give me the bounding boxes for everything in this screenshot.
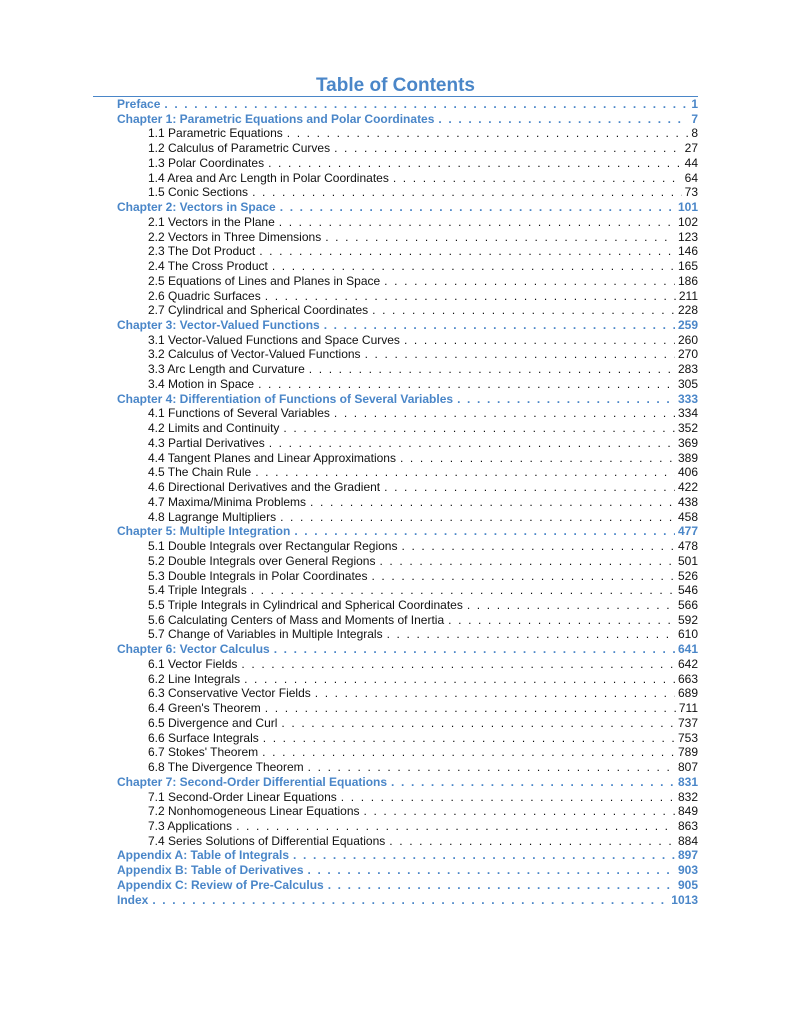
dot-leader (334, 141, 682, 156)
entry-page-number: 477 (677, 524, 698, 539)
entry-page-number: 102 (677, 214, 698, 229)
entry-page-number: 422 (677, 480, 698, 495)
entry-page-number: 897 (677, 848, 698, 863)
dot-leader (274, 642, 675, 657)
entry-title: 3.4 Motion in Space (148, 376, 255, 391)
dot-leader (268, 156, 682, 171)
dot-leader (384, 480, 675, 495)
dot-leader (294, 524, 675, 539)
entry-page-number: 807 (677, 760, 698, 775)
entry-title: Chapter 2: Vectors in Space (117, 200, 276, 215)
entry-title: 1.2 Calculus of Parametric Curves (148, 141, 331, 156)
toc-chapter-entry[interactable] (117, 97, 698, 112)
entry-title: 2.7 Cylindrical and Spherical Coordinates (148, 303, 369, 318)
entry-page-number: 333 (677, 391, 698, 406)
dot-leader (152, 893, 668, 908)
dot-leader (371, 569, 675, 584)
entry-title: 4.7 Maxima/Minima Problems (148, 494, 307, 509)
entry-title: 5.4 Triple Integrals (148, 583, 247, 598)
entry-title: 5.6 Calculating Centers of Mass and Moments of Inertia (148, 612, 445, 627)
toc-section-entry[interactable] (117, 259, 698, 274)
dot-leader (438, 112, 688, 127)
toc-section-entry[interactable] (117, 421, 698, 436)
dot-leader (280, 200, 675, 215)
entry-title: Chapter 4: Differentiation of Functions of Several Variables (117, 391, 454, 406)
toc-section-entry[interactable] (117, 406, 698, 421)
entry-title: 6.2 Line Integrals (148, 671, 241, 686)
dot-leader (293, 848, 675, 863)
dot-leader (364, 804, 675, 819)
toc-chapter-entry[interactable] (117, 200, 698, 215)
toc-section-entry[interactable] (117, 436, 698, 451)
entry-title: Chapter 7: Second-Order Differential Equations (117, 774, 388, 789)
toc-section-entry[interactable] (117, 141, 698, 156)
entry-page-number: 101 (677, 200, 698, 215)
toc-section-entry[interactable] (117, 333, 698, 348)
toc-section-entry[interactable] (117, 495, 698, 510)
entry-title: 3.1 Vector-Valued Functions and Space Curves (148, 332, 400, 347)
dot-leader (400, 451, 675, 466)
toc-section-entry[interactable] (117, 554, 698, 569)
toc-section-entry[interactable] (117, 583, 698, 598)
entry-page-number: 352 (677, 421, 698, 436)
toc-section-entry[interactable] (117, 465, 698, 480)
entry-page-number: 566 (677, 597, 698, 612)
entry-title: 5.3 Double Integrals in Polar Coordinates (148, 568, 368, 583)
toc-section-entry[interactable] (117, 347, 698, 362)
entry-title: 6.8 The Divergence Theorem (148, 760, 304, 775)
toc-section-entry[interactable] (117, 686, 698, 701)
toc-chapter-entry[interactable] (117, 112, 698, 127)
entry-page-number: 438 (677, 494, 698, 509)
toc-section-entry[interactable] (117, 377, 698, 392)
entry-page-number: 526 (677, 568, 698, 583)
dot-leader (265, 701, 676, 716)
entry-page-number: 642 (677, 656, 698, 671)
entry-title: 2.2 Vectors in Three Dimensions (148, 229, 322, 244)
dot-leader (404, 333, 675, 348)
entry-title: 1.3 Polar Coordinates (148, 155, 265, 170)
entry-title: Chapter 1: Parametric Equations and Polar Coordinates (117, 111, 435, 126)
dot-leader (259, 244, 675, 259)
dot-leader (272, 259, 675, 274)
entry-title: 6.4 Green's Theorem (148, 701, 261, 716)
entry-title: 5.1 Double Integrals over Rectangular Regions (148, 539, 398, 554)
entry-title: 2.5 Equations of Lines and Planes in Space (148, 273, 381, 288)
entry-page-number: 863 (677, 818, 698, 833)
entry-title: 4.5 The Chain Rule (148, 465, 252, 480)
entry-title: 7.3 Applications (148, 818, 233, 833)
entry-page-number: 27 (684, 141, 698, 156)
entry-page-number: 831 (677, 774, 698, 789)
toc-section-entry[interactable] (117, 819, 698, 834)
entry-title: 5.7 Change of Variables in Multiple Integrals (148, 627, 383, 642)
entry-page-number: 260 (677, 332, 698, 347)
dot-leader (391, 775, 675, 790)
dot-leader (164, 97, 688, 112)
toc-section-entry[interactable] (117, 156, 698, 171)
entry-title: 7.4 Series Solutions of Differential Equations (148, 833, 386, 848)
toc-section-entry[interactable] (117, 230, 698, 245)
entry-page-number: 737 (677, 715, 698, 730)
dot-leader (263, 731, 675, 746)
entry-page-number: 283 (677, 362, 698, 377)
entry-title: 6.6 Surface Integrals (148, 730, 259, 745)
toc-section-entry[interactable] (117, 215, 698, 230)
toc-section-entry[interactable] (117, 598, 698, 613)
entry-title: Appendix B: Table of Derivatives (117, 863, 304, 878)
entry-title: 6.7 Stokes' Theorem (148, 745, 259, 760)
entry-title: 2.1 Vectors in the Plane (148, 214, 275, 229)
entry-page-number: 610 (677, 627, 698, 642)
toc-section-entry[interactable] (117, 171, 698, 186)
dot-leader (467, 598, 675, 613)
entry-page-number: 592 (677, 612, 698, 627)
dot-leader (401, 539, 674, 554)
toc-section-entry[interactable] (117, 289, 698, 304)
dot-leader (255, 465, 675, 480)
entry-title: Chapter 6: Vector Calculus (117, 642, 270, 657)
entry-page-number: 478 (677, 539, 698, 554)
entry-title: 1.5 Conic Sections (148, 185, 249, 200)
entry-page-number: 753 (677, 730, 698, 745)
entry-page-number: 8 (691, 126, 698, 141)
dot-leader (365, 347, 675, 362)
entry-page-number: 305 (677, 376, 698, 391)
entry-title: 5.2 Double Integrals over General Regions (148, 553, 376, 568)
dot-leader (310, 495, 675, 510)
dot-leader (387, 627, 675, 642)
dot-leader (269, 436, 675, 451)
entry-title: 3.2 Calculus of Vector-Valued Functions (148, 347, 361, 362)
entry-title: Chapter 5: Multiple Integration (117, 524, 291, 539)
dot-leader (309, 362, 675, 377)
toc-section-entry[interactable] (117, 790, 698, 805)
toc-section-entry[interactable] (117, 303, 698, 318)
dot-leader (279, 215, 675, 230)
toc-section-entry[interactable] (117, 480, 698, 495)
dot-leader (244, 672, 675, 687)
toc-section-entry[interactable] (117, 627, 698, 642)
toc-section-entry[interactable] (117, 760, 698, 775)
entry-page-number: 458 (677, 509, 698, 524)
toc-chapter-entry[interactable] (117, 878, 698, 893)
dot-leader (334, 406, 675, 421)
entry-page-number: 211 (678, 288, 698, 303)
entry-title: 4.2 Limits and Continuity (148, 421, 280, 436)
toc-section-entry[interactable] (117, 804, 698, 819)
entry-page-number: 7 (691, 111, 698, 126)
entry-title: 4.3 Partial Derivatives (148, 435, 265, 450)
entry-title: 4.8 Lagrange Multipliers (148, 509, 277, 524)
dot-leader (325, 230, 675, 245)
dot-leader (384, 274, 675, 289)
entry-page-number: 406 (677, 465, 698, 480)
entry-title: Chapter 3: Vector-Valued Functions (117, 318, 320, 333)
dot-leader (393, 171, 682, 186)
table-of-contents (117, 97, 698, 907)
entry-page-number: 1013 (671, 892, 698, 907)
entry-page-number: 259 (677, 318, 698, 333)
entry-page-number: 228 (677, 303, 698, 318)
entry-title: 7.1 Second-Order Linear Equations (148, 789, 337, 804)
entry-page-number: 641 (677, 642, 698, 657)
toc-chapter-entry[interactable] (117, 848, 698, 863)
toc-section-entry[interactable] (117, 657, 698, 672)
entry-title: Preface (117, 97, 161, 111)
entry-page-number: 849 (677, 804, 698, 819)
toc-section-entry[interactable] (117, 244, 698, 259)
toc-chapter-entry[interactable] (117, 392, 698, 407)
toc-section-entry[interactable] (117, 701, 698, 716)
page-title: Table of Contents (315, 75, 476, 96)
dot-leader (308, 760, 675, 775)
entry-page-number: 546 (677, 583, 698, 598)
toc-chapter-entry[interactable] (117, 642, 698, 657)
entry-page-number: 663 (677, 671, 698, 686)
toc-section-entry[interactable] (117, 569, 698, 584)
toc-chapter-entry[interactable] (117, 893, 698, 908)
entry-page-number: 389 (677, 450, 698, 465)
entry-page-number: 165 (677, 259, 698, 274)
toc-section-entry[interactable] (117, 613, 698, 628)
entry-title: 3.3 Arc Length and Curvature (148, 362, 305, 377)
dot-leader (281, 716, 675, 731)
entry-title: 4.1 Functions of Several Variables (148, 406, 330, 421)
entry-title: 2.3 The Dot Product (148, 244, 256, 259)
entry-title: 2.6 Quadric Surfaces (148, 288, 261, 303)
dot-leader (236, 819, 675, 834)
toc-section-entry[interactable] (117, 539, 698, 554)
entry-page-number: 369 (677, 435, 698, 450)
dot-leader (324, 318, 675, 333)
dot-leader (258, 377, 675, 392)
toc-section-entry[interactable] (117, 672, 698, 687)
dot-leader (262, 745, 675, 760)
dot-leader (341, 790, 675, 805)
entry-page-number: 44 (684, 155, 698, 170)
entry-page-number: 832 (677, 789, 698, 804)
toc-section-entry[interactable] (117, 451, 698, 466)
toc-section-entry[interactable] (117, 185, 698, 200)
dot-leader (265, 289, 676, 304)
entry-page-number: 123 (677, 229, 698, 244)
dot-leader (283, 421, 675, 436)
dot-leader (308, 863, 675, 878)
dot-leader (457, 392, 675, 407)
entry-title: 6.3 Conservative Vector Fields (148, 686, 311, 701)
entry-page-number: 789 (677, 745, 698, 760)
entry-title: 6.1 Vector Fields (148, 656, 238, 671)
entry-page-number: 1 (691, 97, 698, 111)
entry-title: 1.1 Parametric Equations (148, 126, 283, 141)
entry-page-number: 64 (684, 170, 698, 185)
entry-page-number: 689 (677, 686, 698, 701)
dot-leader (389, 834, 675, 849)
toc-section-entry[interactable] (117, 716, 698, 731)
toc-section-entry[interactable] (117, 745, 698, 760)
dot-leader (379, 554, 675, 569)
dot-leader (372, 303, 675, 318)
toc-section-entry[interactable] (117, 510, 698, 525)
toc-chapter-entry[interactable] (117, 863, 698, 878)
toc-section-entry[interactable] (117, 731, 698, 746)
entry-page-number: 270 (677, 347, 698, 362)
entry-title: 4.4 Tangent Planes and Linear Approximations (148, 450, 396, 465)
entry-title: 2.4 The Cross Product (148, 259, 268, 274)
toc-section-entry[interactable] (117, 362, 698, 377)
dot-leader (315, 686, 675, 701)
dot-leader (287, 126, 689, 141)
dot-leader (280, 510, 675, 525)
toc-section-entry[interactable] (117, 834, 698, 849)
entry-page-number: 884 (677, 833, 698, 848)
toc-chapter-entry[interactable] (117, 318, 698, 333)
entry-page-number: 711 (678, 701, 698, 716)
entry-title: Appendix A: Table of Integrals (117, 848, 290, 863)
toc-section-entry[interactable] (117, 126, 698, 141)
entry-page-number: 186 (677, 273, 698, 288)
entry-page-number: 501 (677, 553, 698, 568)
entry-title: 6.5 Divergence and Curl (148, 715, 278, 730)
entry-title: 4.6 Directional Derivatives and the Gradient (148, 480, 381, 495)
entry-page-number: 903 (677, 863, 698, 878)
entry-page-number: 146 (677, 244, 698, 259)
entry-page-number: 905 (677, 877, 698, 892)
toc-section-entry[interactable] (117, 274, 698, 289)
dot-leader (252, 185, 682, 200)
toc-chapter-entry[interactable] (117, 775, 698, 790)
dot-leader (448, 613, 675, 628)
entry-title: 1.4 Area and Arc Length in Polar Coordinates (148, 170, 389, 185)
entry-page-number: 334 (677, 406, 698, 421)
dot-leader (241, 657, 675, 672)
dot-leader (328, 878, 675, 893)
toc-chapter-entry[interactable] (117, 524, 698, 539)
entry-title: 5.5 Triple Integrals in Cylindrical and Spherical Coordinates (148, 597, 463, 612)
dot-leader (251, 583, 675, 598)
entry-title: 7.2 Nonhomogeneous Linear Equations (148, 804, 360, 819)
entry-title: Appendix C: Review of Pre-Calculus (117, 877, 324, 892)
entry-page-number: 73 (684, 185, 698, 200)
entry-title: Index (117, 892, 149, 907)
